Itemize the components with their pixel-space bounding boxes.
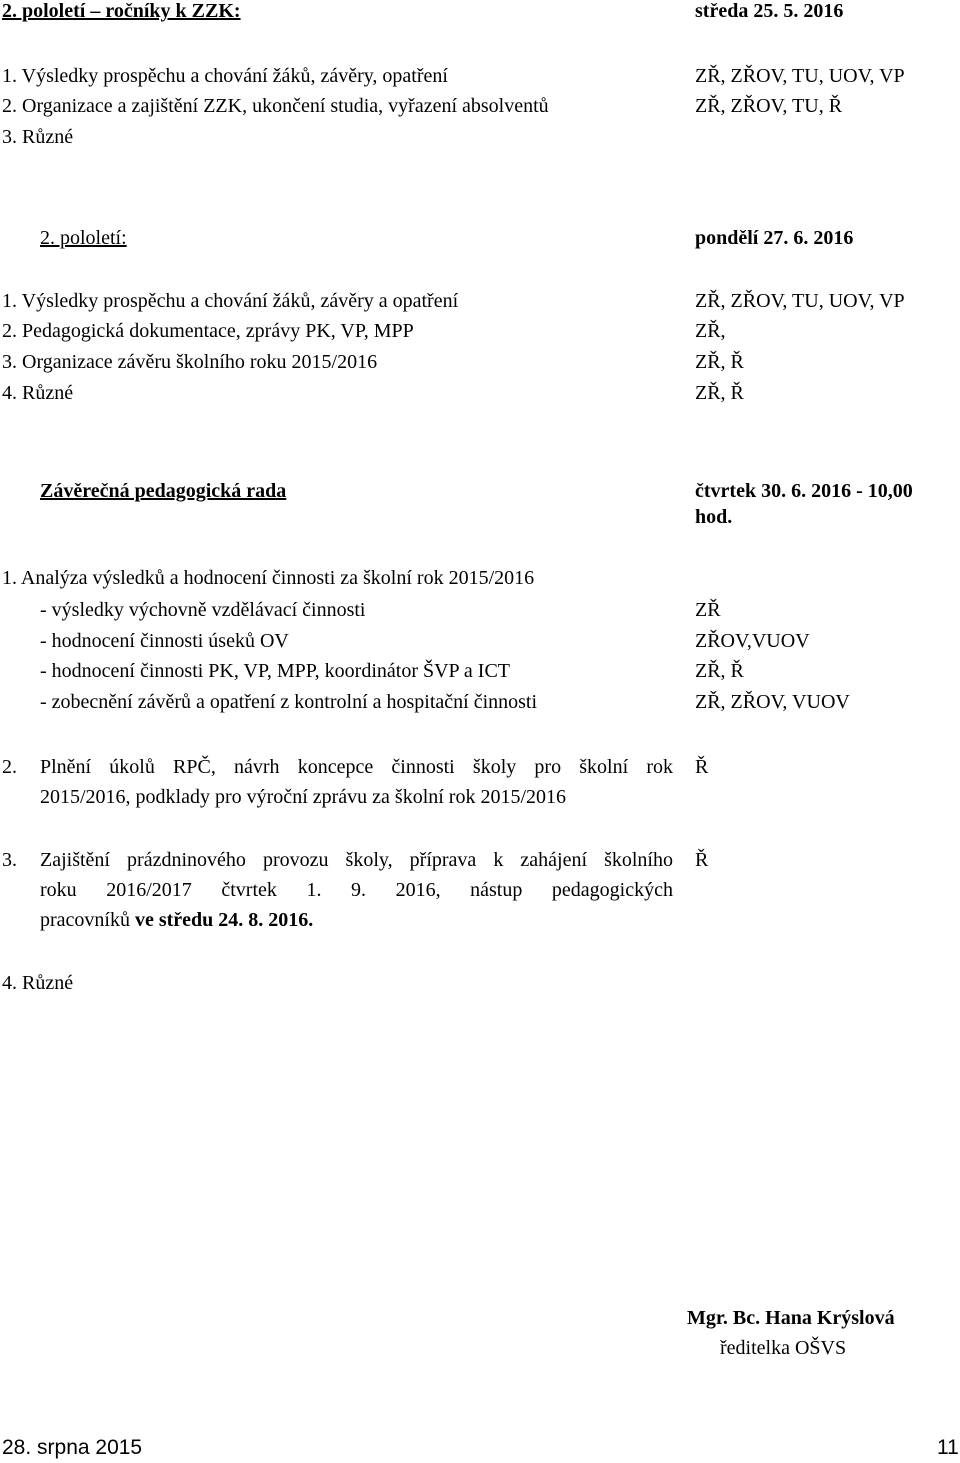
section2-item-1: 1. Výsledky prospěchu a chování žáků, závěry a opatření: [2, 290, 459, 312]
section2-item-2-resp: ZŘ,: [695, 320, 726, 342]
section3-item-2-number: 2.: [2, 756, 17, 778]
section3-item-2-line2: 2015/2016, podklady pro výroční zprávu za školní rok 2015/2016: [40, 786, 567, 808]
section3-item-3-line3-text: pracovníků: [40, 909, 135, 931]
section1-heading: 2. pololetí – ročníky k ZZK:: [2, 0, 241, 22]
section2-item-1-resp: ZŘ, ZŘOV, TU, UOV, VP: [695, 290, 905, 312]
section3-subitem-1-resp: ZŘ: [695, 599, 721, 621]
section2-date: pondělí 27. 6. 2016: [695, 227, 854, 249]
section2-heading: 2. pololetí:: [40, 227, 127, 249]
section3-item-3-line3-bold: ve středu 24. 8. 2016.: [134, 909, 314, 931]
section2-item-4: 4. Různé: [2, 382, 74, 404]
footer-date: 28. srpna 2015: [2, 1436, 143, 1459]
section3-subitem-2-resp: ZŘOV,VUOV: [695, 630, 810, 652]
section3-subitem-4-resp: ZŘ, ZŘOV, VUOV: [695, 691, 850, 713]
section1-item-1-resp: ZŘ, ZŘOV, TU, UOV, VP: [695, 65, 905, 87]
section1-item-2: 2. Organizace a zajištění ZZK, ukončení studia, vyřazení absolventů: [2, 95, 549, 117]
page-number: 11: [937, 1436, 959, 1459]
section3-item-2-line1: Plnění úkolů RPČ, návrh koncepce činnosti školy pro školní rok: [40, 756, 673, 778]
section3-item-3-line2: roku 2016/2017 čtvrtek 1. 9. 2016, nástup pedagogických: [40, 879, 673, 901]
section3-item-3-number: 3.: [2, 849, 17, 871]
section1-item-2-resp: ZŘ, ZŘOV, TU, Ř: [695, 95, 843, 117]
section3-subitem-3-resp: ZŘ, Ř: [695, 660, 744, 682]
section2-item-2: 2. Pedagogická dokumentace, zprávy PK, VP, MPP: [2, 320, 414, 342]
section3-item-3-line3: [40, 905, 313, 935]
section2-item-3-resp: ZŘ, Ř: [695, 351, 744, 373]
section1-date: středa 25. 5. 2016: [695, 0, 844, 22]
section3-item-3-resp: Ř: [695, 849, 709, 871]
section3-subitem-3: - hodnocení činnosti PK, VP, MPP, koordinátor ŠVP a ICT: [40, 660, 511, 682]
section3-subitem-2: - hodnocení činnosti úseků OV: [40, 630, 289, 652]
section3-item-3-line1: Zajištění prázdninového provozu školy, příprava k zahájení školního: [40, 849, 673, 871]
section2-item-3: 3. Organizace závěru školního roku 2015/2016: [2, 351, 378, 373]
section3-date-line2: hod.: [695, 506, 733, 528]
section2-item-4-resp: ZŘ, Ř: [695, 382, 744, 404]
section3-item-2-resp: Ř: [695, 756, 709, 778]
section1-item-3: 3. Různé: [2, 126, 74, 148]
section3-subitem-4: - zobecnění závěrů a opatření z kontrolní a hospitační činnosti: [40, 691, 538, 713]
section3-item-4: 4. Různé: [2, 972, 74, 994]
section3-subitem-1: - výsledky výchovně vzdělávací činnosti: [40, 599, 366, 621]
section1-item-1: 1. Výsledky prospěchu a chování žáků, závěry, opatření: [2, 65, 448, 87]
section3-item-1: 1. Analýza výsledků a hodnocení činnosti za školní rok 2015/2016: [2, 567, 535, 589]
signature-title: ředitelka OŠVS: [720, 1337, 847, 1359]
signature-name: Mgr. Bc. Hana Krýslová: [687, 1307, 895, 1329]
section3-heading: Závěrečná pedagogická rada: [40, 480, 287, 502]
section3-date-line1: čtvrtek 30. 6. 2016 - 10,00: [695, 480, 913, 502]
